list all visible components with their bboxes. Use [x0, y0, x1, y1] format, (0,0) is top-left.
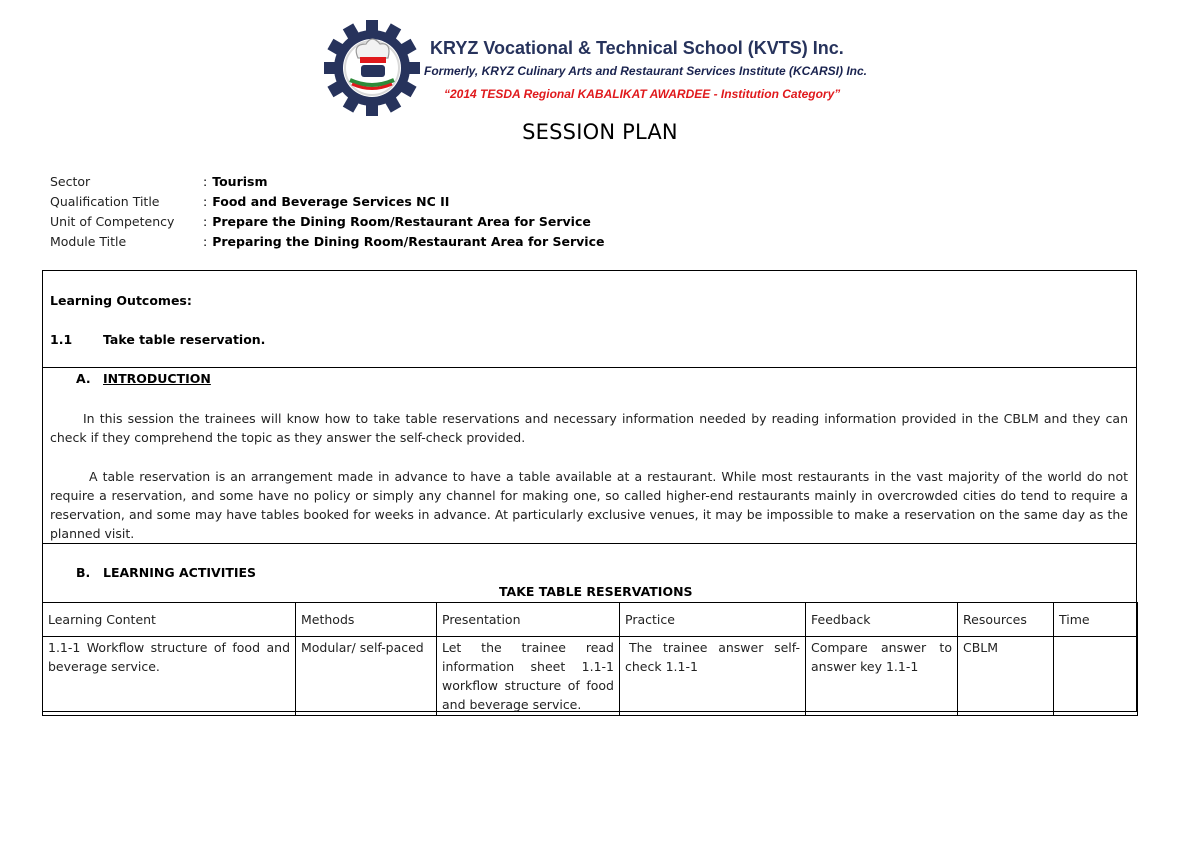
divider	[42, 367, 1137, 368]
outcome-text: Take table reservation.	[103, 332, 266, 347]
info-value: Food and Beverage Services NC II	[212, 194, 450, 209]
cell-methods: Modular/ self-paced	[296, 637, 437, 716]
introduction-paragraph-1: In this session the trainees will know how to take table reservations and necessary information needed by reading information provided in the CBLM and they can check if they comprehend the topic as they answer the self-check provided.	[50, 411, 1128, 445]
info-value: Prepare the Dining Room/Restaurant Area for Service	[212, 214, 591, 229]
cell-resources: CBLM	[958, 637, 1054, 716]
info-row-unit: Unit of Competency : Prepare the Dining Room/Restaurant Area for Service	[50, 212, 604, 232]
table-header-row	[43, 603, 1138, 637]
learning-outcomes-heading: Learning Outcomes:	[50, 293, 192, 308]
cell-presentation: Let the trainee read information sheet 1.1-1 workflow structure of food and beverage service.	[437, 637, 620, 716]
column-header: Presentation	[437, 603, 620, 637]
introduction-paragraph-2: A table reservation is an arrangement made in advance to have a table available at a restaurant. While most restaurants in the vast majority of the world do not require a reservation, and some have no policy or simply any channel for making one, so called higher-end restaurants mainly in overcrowded cities do tend to require a reservation, and some may have tables booked for weeks in advance. At particularly exclusive venues, it may be impossible to make a reservation on the same day as the planned visit.	[50, 469, 1128, 541]
info-label: Qualification Title	[50, 194, 160, 209]
column-header: Feedback	[806, 603, 958, 637]
column-header: Resources	[958, 603, 1054, 637]
cell-practice: The trainee answer self-check 1.1-1	[620, 637, 806, 716]
info-value: Tourism	[212, 174, 268, 189]
school-name: KRYZ Vocational & Technical School (KVTS) Inc.	[430, 38, 844, 58]
letterhead	[322, 18, 876, 118]
column-header: Methods	[296, 603, 437, 637]
introduction-letter: A.	[76, 371, 91, 386]
cell-time	[1054, 637, 1138, 716]
activities-heading: LEARNING ACTIVITIES	[103, 565, 257, 580]
school-former-name: Formerly, KRYZ Culinary Arts and Restaurant Services Institute (KCARSI) Inc.	[424, 64, 867, 78]
info-row-qualification: Qualification Title : Food and Beverage Services NC II	[50, 192, 604, 212]
activities-letter: B.	[76, 565, 91, 580]
info-row-module: Module Title : Preparing the Dining Room/Restaurant Area for Service	[50, 232, 604, 252]
activities-table-title: TAKE TABLE RESERVATIONS	[499, 584, 693, 599]
page-title: SESSION PLAN	[522, 120, 678, 144]
info-label: Sector	[50, 174, 91, 189]
info-value: Preparing the Dining Room/Restaurant Area for Service	[212, 234, 605, 249]
info-label: Unit of Competency	[50, 214, 175, 229]
table-row	[43, 637, 1138, 716]
divider	[42, 543, 1137, 544]
session-info	[50, 172, 604, 252]
award-line: “2014 TESDA Regional KABALIKAT AWARDEE - Institution Category”	[444, 87, 841, 101]
info-label: Module Title	[50, 234, 127, 249]
cell-learning-content: 1.1-1 Workflow structure of food and beverage service.	[43, 637, 296, 716]
column-header: Practice	[620, 603, 806, 637]
school-logo-gear-icon	[322, 18, 422, 118]
introduction-heading: INTRODUCTION	[103, 371, 211, 386]
info-row-sector: Sector : Tourism	[50, 172, 604, 192]
outcome-number: 1.1	[50, 332, 73, 347]
column-header: Learning Content	[43, 603, 296, 637]
learning-activities-table	[42, 602, 1138, 716]
cell-feedback: Compare answer to answer key 1.1-1	[806, 637, 958, 716]
column-header: Time	[1054, 603, 1138, 637]
